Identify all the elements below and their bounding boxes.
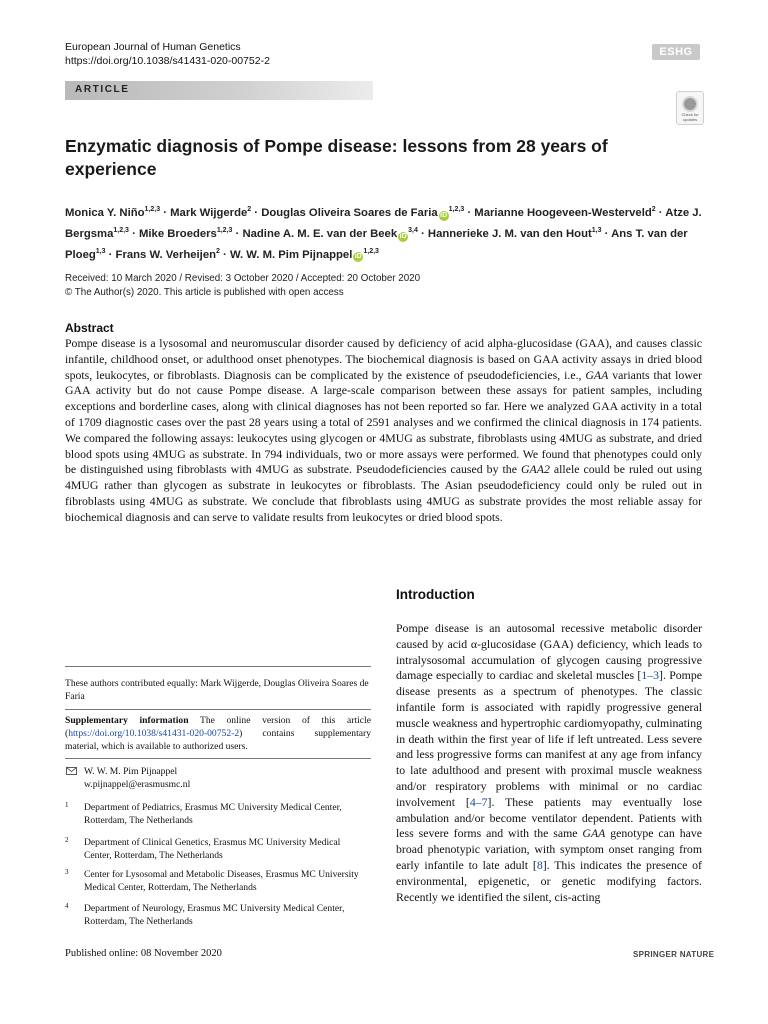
affiliation-text: Department of Neurology, Erasmus MC University Medical Center, Rotterdam, The Netherlands xyxy=(84,903,345,927)
author-affiliation-marker: 2 xyxy=(247,206,252,213)
author-name: Monica Y. Niño xyxy=(65,206,145,219)
introduction-heading: Introduction xyxy=(396,587,475,602)
author-name: Frans W. Verheijen xyxy=(115,248,216,261)
affiliation-text: Department of Pediatrics, Erasmus MC University Medical Center, Rotterdam, The Netherlands xyxy=(84,802,342,826)
check-for-updates-label: Check for updates xyxy=(681,112,699,122)
corresponding-author-email[interactable]: w.pijnappel@erasmusmc.nl xyxy=(84,779,191,790)
check-for-updates-icon[interactable] xyxy=(676,91,704,125)
supplementary-link[interactable]: https://doi.org/10.1038/s41431-020-00752-2 xyxy=(68,728,240,739)
author-affiliation-marker: 1,2,3 xyxy=(448,206,465,213)
author-name: W. W. M. Pim Pijnappel xyxy=(229,248,353,261)
abstract-text: Pompe disease is a lysosomal and neuromuscular disorder caused by deficiency of acid alpha-glucosidase (GAA), and causes classic infantile, childhood onset, or adulthood onset phenotypes. The biochemical diagnosis is based on GAA activity assays in dried blood spots, leukocytes, or fibroblasts. Diagnosis can be complicated by the existence of pseudodeficiencies, i.e., GAA variants that lower GAA activity but do not cause Pompe disease. A large-scale comparison between these assays for patient samples, including exceptions and borderline cases, along with clinical diagnoses has not been reported so far. Here we analyzed GAA activity in a total of 1709 diagnostic cases over the past 28 years using a total of 2591 analyses and we confirmed the clinical diagnosis in 174 patients. We compared the following assays: leukocytes using glycogen or 4MUG as substrate, fibroblasts using 4MUG as substrate, and dried blood spots using 4MUG as substrate. In 794 individuals, two or more assays were performed. We found that phenotypes could only be distinguished using fibroblasts with 4MUG as substrate. Pseudodeficiencies caused by the GAA2 allele could be ruled out using 4MUG rather than glycogen as substrate in leukocytes or fibroblasts. The Asian pseudodeficiency could only be ruled out in fibroblasts using 4MUG as substrate. We conclude that fibroblasts using 4MUG as substrate provides the most reliable assay for biochemical diagnosis and can serve to validate results from leukocytes or dried blood spots. xyxy=(65,336,702,524)
published-online: Published online: 08 November 2020 xyxy=(65,948,222,959)
author-name: Atze J. Bergsma xyxy=(65,206,702,240)
author-affiliation-marker: 1,3 xyxy=(95,247,106,255)
author-affiliation-marker: 2 xyxy=(216,247,220,255)
affiliation-number: 3 xyxy=(65,868,69,876)
citation-link[interactable]: 4–7 xyxy=(469,794,488,809)
affiliation-number: 4 xyxy=(65,902,69,910)
doi-link[interactable]: https://doi.org/10.1038/s41431-020-00752-2 xyxy=(65,55,270,67)
affiliation-text: Department of Clinical Genetics, Erasmus MC University Medical Center, Rotterdam, The Netherlands xyxy=(84,837,341,861)
author-list: Monica Y. Niño$^{1,2,3}$ · Mark Wijgerde$^2$ · Douglas Oliveira Soares de Faria iD$^{1,2,3}$ · Marianne Hoogeveen-Westerveld$^2$ · Atze J. Bergsma$^{1,2,3}$ · Mike Broeders$^{1,2,3}$ · Nadine A. M. E. van der Beek iD$^{3,4}$ · Hannerieke J. M. van den Hout$^{1,3}$ · Ans T. van der Ploeg$^{1,3}$ · Frans W. Verheijen$^2$ · W. W. M. Pim Pijnappel iD$^{1,2,3}$ xyxy=(65,206,702,261)
corresponding-author-name: W. W. M. Pim Pijnappel xyxy=(84,766,178,777)
dates-line: Received: 10 March 2020 / Revised: 3 October 2020 / Accepted: 20 October 2020 xyxy=(65,273,421,284)
author-affiliation-marker: 1,2,3 xyxy=(216,226,233,234)
footnote-divider xyxy=(65,758,371,759)
author-name: Mike Broeders xyxy=(138,227,217,240)
citation-link[interactable]: 1–3 xyxy=(641,668,660,683)
footnote-divider xyxy=(65,666,371,667)
abstract-heading: Abstract xyxy=(65,321,114,335)
orcid-icon[interactable]: iD xyxy=(399,232,407,240)
article-type-label: ARTICLE xyxy=(75,84,130,95)
envelope-icon xyxy=(66,767,77,775)
corresponding-author xyxy=(84,765,364,791)
author-name: Ans T. van der Ploeg xyxy=(65,227,688,261)
author-name: Mark Wijgerde xyxy=(170,206,248,219)
citation-link[interactable]: 8 xyxy=(536,857,543,872)
license-line: © The Author(s) 2020. This article is published with open access xyxy=(65,287,344,298)
orcid-icon[interactable]: iD xyxy=(440,211,448,219)
affiliation-text: Center for Lysosomal and Metabolic Diseases, Erasmus MC University Medical Center, Rotterdam, The Netherlands xyxy=(84,869,359,893)
author-affiliation-marker: 1,2,3 xyxy=(363,247,379,255)
author-affiliation-marker: 1,3 xyxy=(591,226,602,234)
affiliation-number: 2 xyxy=(65,836,69,844)
footnote-divider xyxy=(65,709,371,710)
affiliation-number: 1 xyxy=(65,801,69,809)
supplementary-note: Supplementary information The online version of this article (https://doi.org/10.1038/s41431-020-00752-2) contains supplementary material, which is available to authorized users. xyxy=(65,715,371,752)
journal-name: European Journal of Human Genetics xyxy=(65,41,241,53)
equal-contribution-note: These authors contributed equally: Mark Wijgerde, Douglas Oliveira Soares de Faria xyxy=(65,678,369,702)
author-affiliation-marker: 3,4 xyxy=(408,226,418,234)
introduction-text: Pompe disease is an autosomal recessive metabolic disorder caused by acid α-glucosidase (GAA) deficiency, which leads to intralysosomal accumulation of glycogen causing progressive damage especially to cardiac and skeletal muscles [1–3]. Pompe disease presents as a spectrum of phenotypes. The classic infantile form is associated with rapidly progressive general muscle weakness and hypertrophic cardiomyopathy, culminating in death within the first year of life if left untreated. Less severe and less progressive forms can manifest at any age from infancy to late adulthood and present with proximal muscle weakness and/or respiratory problems with minimal or no cardiac involvement [4–7]. These patients may eventually lose ambulation and/or become ventilator dependent. Patients with less severe forms and with the same GAA genotype can have broad phenotypic variation, with symptom onset ranging from early infantile to late adult [8]. This indicates the presence of environmental, epigenetic, or genetic modifying factors. Recently we identified the silent, cis-acting xyxy=(396,621,702,904)
author-name: Marianne Hoogeveen-Westerveld xyxy=(474,206,652,219)
springer-nature-logo: SPRINGER NATURE xyxy=(633,950,715,959)
article-title: Enzymatic diagnosis of Pompe disease: lessons from 28 years of experience xyxy=(65,136,608,179)
author-name: Nadine A. M. E. van der Beek xyxy=(242,227,398,240)
author-affiliation-marker: 1,2,3 xyxy=(113,226,129,234)
orcid-icon[interactable]: iD xyxy=(354,253,362,261)
author-name: Hannerieke J. M. van den Hout xyxy=(427,227,592,240)
journal-header xyxy=(65,40,270,68)
publication-dates xyxy=(65,272,420,300)
author-affiliation-marker: 1,2,3 xyxy=(144,206,161,213)
eshg-logo: ESHG xyxy=(652,44,700,60)
author-affiliation-marker: 2 xyxy=(651,206,656,213)
author-name: Douglas Oliveira Soares de Faria xyxy=(261,206,438,219)
